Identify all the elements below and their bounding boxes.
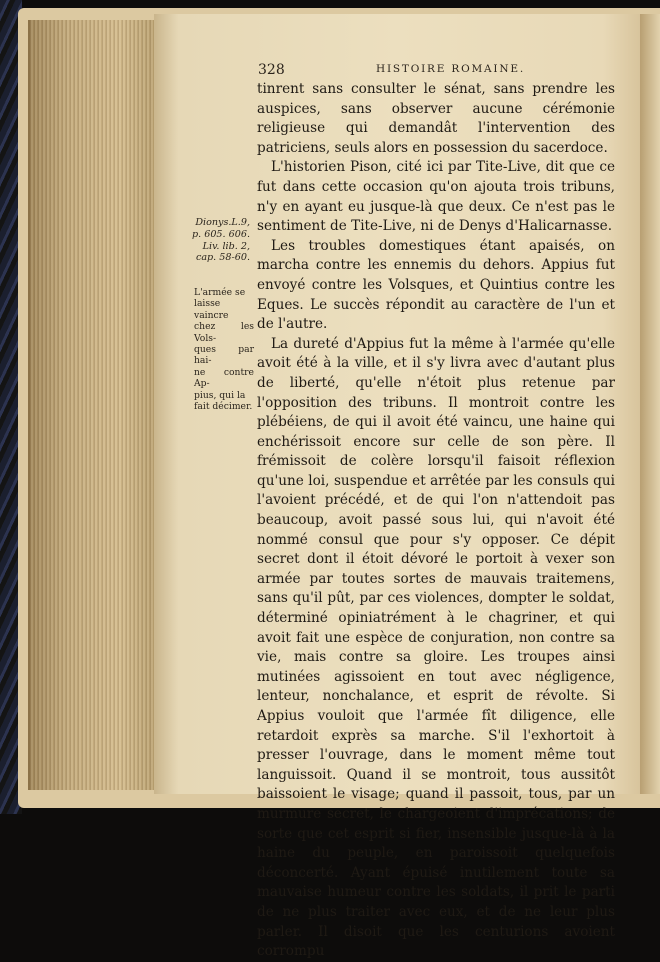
paragraph: tinrent sans consulter le sénat, sans prendre les auspices, sans observer aucune cérémonie religieuse qui demandât l'intervention des patriciens, seuls alors en possession du sacerdoce. (257, 81, 615, 156)
margin-note-sources (188, 217, 250, 264)
margin-note-line: chez les Vols- (194, 321, 254, 344)
margin-note-line: fait décimer. (194, 401, 253, 413)
margin-note-line: L'armée se (194, 287, 246, 298)
margin-note-line: pius, qui la (194, 389, 246, 401)
margin-note-line: Liv. lib. 2, (202, 240, 250, 252)
margin-note-line: cap. 58-60. (195, 252, 250, 264)
paragraph: Les troubles domestiques étant apaisés, on marcha contre les ennemis du dehors. Appius fut envoyé contre les Volsques, et Quintius contre les Eques. Le succès répondit au caractère de l'un et de l'autre. (257, 237, 615, 333)
facing-page-edge (640, 14, 660, 794)
margin-note-line: Dionys.L.9, (195, 217, 250, 228)
page-edges (28, 20, 158, 790)
margin-note-line: ques par hai- (194, 344, 254, 367)
page-header (258, 62, 612, 80)
margin-note-line: laisse vaincre (194, 298, 229, 321)
body-text (257, 80, 615, 962)
page-number: 328 (258, 62, 285, 78)
paragraph: La dureté d'Appius fut la même à l'armée qu'elle avoit été à la ville, et il s'y livra avec d'autant plus de liberté, qu'elle n'étoit plus retenue par l'opposition des tribuns. Il montroit contre les plébéiens, de qui il avoit été vaincu, une haine qui enchérissoit encore sur celle de son père. Il frémissoit de colère lorsqu'il faisoit réflexion qu'une loi, suspendue et arrêtée par les consuls qui l'avoient précédé, et de qui l'on n'attendoit pas beaucoup, avoit passé sous lui, qui n'avoit été nommé consul que pour s'y opposer. Ce dépit secret dont il étoit dévoré le portoit à vexer son armée par toutes sortes de mauvais traitemens, sans qu'il pût, par ces violences, dompter le soldat, déterminé opiniatrément à le chagriner, et qui avoit fait une espèce de conjuration, non contre sa vie, mais contre sa gloire. Les troupes ainsi mutinées agissoient en tout avec négligence, lenteur, nonchalance, et esprit de révolte. Si Appius vouloit que l'armée fît diligence, elle retardoit exprès sa marche. S'il l'exhortoit à presser l'ouvrage, dans le moment même tout languissoit. Quand il se montroit, tous aussitôt baissoient le visage; quand il passoit, tous, par un murmure secret, le chargeoient d'imprécations; de sorte que cet esprit si fier, insensible jusque-là à la haine du peuple, en paroissoit quelquefois déconcerté. Ayant épuisé inutilement toute sa mauvaise humeur contre les soldats, il prit le parti de ne plus traiter avec eux, et de ne leur plus parler. Il disoit que les centurions avoient corrompu (257, 335, 615, 960)
margin-note-line: p. 605. 606. (191, 228, 250, 240)
paragraph: L'historien Pison, cité ici par Tite-Live, dit que ce fut dans cette occasion qu'on ajouta trois tribuns, n'y en ayant eu jusque-là que deux. Ce n'est pas le sentiment de Tite-Live, ni de Denys d'Halicarnasse. (257, 159, 615, 235)
running-title: HISTOIRE ROMAINE. (376, 63, 525, 75)
margin-note-summary (194, 287, 254, 412)
margin-note-line: ne contre Ap- (194, 366, 254, 390)
